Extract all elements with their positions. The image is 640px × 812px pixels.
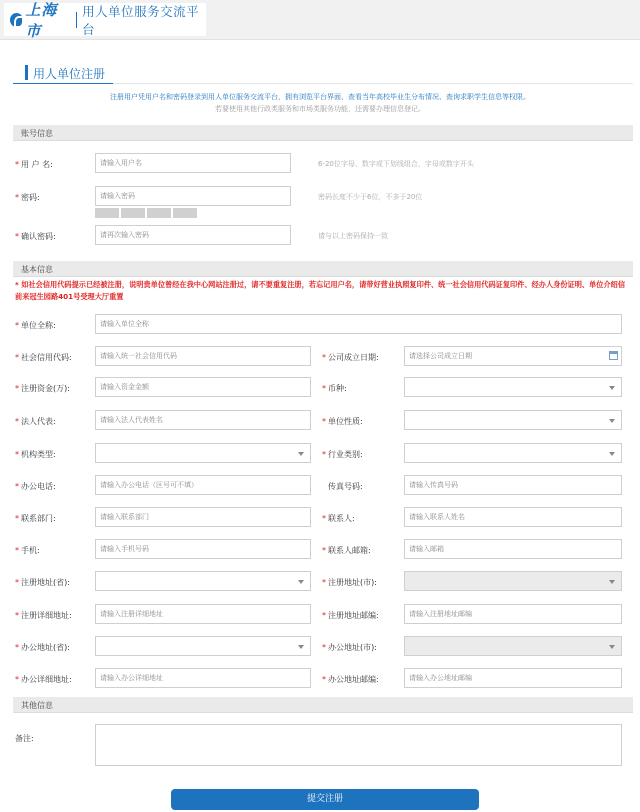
password-input[interactable] [95, 186, 291, 206]
submit-button[interactable]: 提交注册 [171, 789, 479, 810]
currency-select[interactable] [404, 377, 622, 397]
office-province-select[interactable] [95, 636, 311, 656]
legal-rep-input[interactable] [95, 410, 311, 430]
password-strength-bar-2 [121, 208, 145, 218]
office-phone-input[interactable] [95, 475, 311, 495]
legal-rep-label: * 法人代表: [15, 417, 56, 426]
heading-accent-bar [25, 65, 28, 80]
reg-province-label: * 注册地址(省): [15, 578, 70, 587]
intro-note: 若要使用其他行政类服务和市场类服务功能，还需要办理信息登记。 [215, 105, 425, 113]
unit-nature-label: * 单位性质: [322, 417, 363, 426]
remark-textarea[interactable] [95, 724, 622, 766]
username-hint: 6-20位字母、数字或下划线组合，字母或数字开头 [318, 160, 474, 168]
page-title: 用人单位注册 [33, 67, 106, 81]
industry-label: * 行业类别: [322, 450, 363, 459]
founded-date-input[interactable] [404, 346, 622, 366]
chevron-down-icon [298, 452, 304, 456]
chevron-down-icon [298, 580, 304, 584]
username-label: * 用 户 名: [15, 160, 53, 169]
office-phone-label: * 办公电话: [15, 482, 56, 491]
unit-nature-select[interactable] [404, 410, 622, 430]
password-hint: 密码长度不少于6位，不多于20位 [318, 193, 423, 201]
registration-warning: * 如社会信用代码提示已经被注册，说明贵单位曾经在我中心网站注册过，请不要重复注册，若忘记用户名，请带好营业执照复印件、统一社会信用代码证复印件、经办人身份证明、单位介绍信前来冠生园路401号受理大厅重置 [15, 280, 626, 301]
reg-zip-label: * 注册地址邮编: [322, 611, 379, 620]
department-label: * 联系部门: [15, 514, 56, 523]
reg-detail-label: * 注册详细地址: [15, 611, 72, 620]
company-name-label: * 单位全称: [15, 321, 56, 330]
fax-label: 传真号码: [328, 482, 363, 491]
calendar-icon[interactable] [609, 351, 618, 360]
office-detail-input[interactable] [95, 668, 311, 688]
credit-code-label: * 社会信用代码: [15, 353, 72, 362]
section-title: 其他信息 [21, 701, 53, 710]
office-zip-input[interactable] [404, 668, 622, 688]
password-strength-bar-3 [147, 208, 171, 218]
intro-text: 注册用户凭用户名和密码登录到用人单位服务交流平台，拥有浏览平台界面、查看当年高校毕业生分布情况、查询求职学生信息等权限。 [110, 93, 530, 101]
currency-label: * 币种: [322, 384, 347, 393]
section-account [13, 125, 633, 141]
username-input[interactable] [95, 153, 291, 173]
org-type-select[interactable] [95, 443, 311, 463]
password-strength-bar-4 [173, 208, 197, 218]
section-title: 账号信息 [21, 129, 53, 138]
org-type-label: * 机构类型: [15, 450, 56, 459]
email-input[interactable] [404, 539, 622, 559]
contact-input[interactable] [404, 507, 622, 527]
mobile-label: * 手机: [15, 546, 40, 555]
reg-zip-input[interactable] [404, 604, 622, 624]
reg-detail-input[interactable] [95, 604, 311, 624]
office-city-select[interactable] [404, 636, 622, 656]
fax-input[interactable] [404, 475, 622, 495]
logo-title: 用人单位服务交流平台 [82, 3, 200, 37]
top-bar [0, 0, 640, 40]
capital-label: * 注册资金(万): [15, 384, 70, 393]
confirm-password-hint: 请与以上密码保持一致 [318, 232, 388, 240]
mobile-input[interactable] [95, 539, 311, 559]
office-city-label: * 办公地址(市): [322, 643, 377, 652]
office-zip-label: * 办公地址邮编: [322, 675, 379, 684]
chevron-down-icon [298, 645, 304, 649]
industry-select[interactable] [404, 443, 622, 463]
section-basic [13, 261, 633, 277]
reg-city-select[interactable] [404, 571, 622, 591]
chevron-down-icon [609, 580, 615, 584]
remark-label: 备注: [15, 734, 34, 743]
reg-city-label: * 注册地址(市): [322, 578, 377, 587]
section-title: 基本信息 [21, 265, 53, 274]
password-strength-bar-1 [95, 208, 119, 218]
logo-city: 上海市 [25, 0, 58, 40]
page-heading [13, 62, 113, 84]
logo-divider [76, 12, 77, 28]
chevron-down-icon [609, 386, 615, 390]
capital-input[interactable] [95, 377, 311, 397]
chevron-down-icon [609, 419, 615, 423]
founded-date-label: * 公司成立日期: [322, 353, 379, 362]
shanghai-emblem-icon [10, 13, 23, 27]
founded-date-picker[interactable] [404, 346, 622, 366]
reg-province-select[interactable] [95, 571, 311, 591]
chevron-down-icon [609, 452, 615, 456]
site-logo[interactable] [4, 0, 206, 40]
heading-divider [113, 83, 633, 84]
department-input[interactable] [95, 507, 311, 527]
email-label: * 联系人邮箱: [322, 546, 371, 555]
confirm-password-label: * 确认密码: [15, 232, 56, 241]
credit-code-input[interactable] [95, 346, 311, 366]
office-province-label: * 办公地址(省): [15, 643, 70, 652]
confirm-password-input[interactable] [95, 225, 291, 245]
password-label: * 密码: [15, 193, 40, 202]
contact-label: * 联系人: [322, 514, 355, 523]
chevron-down-icon [609, 645, 615, 649]
office-detail-label: * 办公详细地址: [15, 675, 72, 684]
company-name-input[interactable] [95, 314, 622, 334]
section-other [13, 697, 633, 713]
